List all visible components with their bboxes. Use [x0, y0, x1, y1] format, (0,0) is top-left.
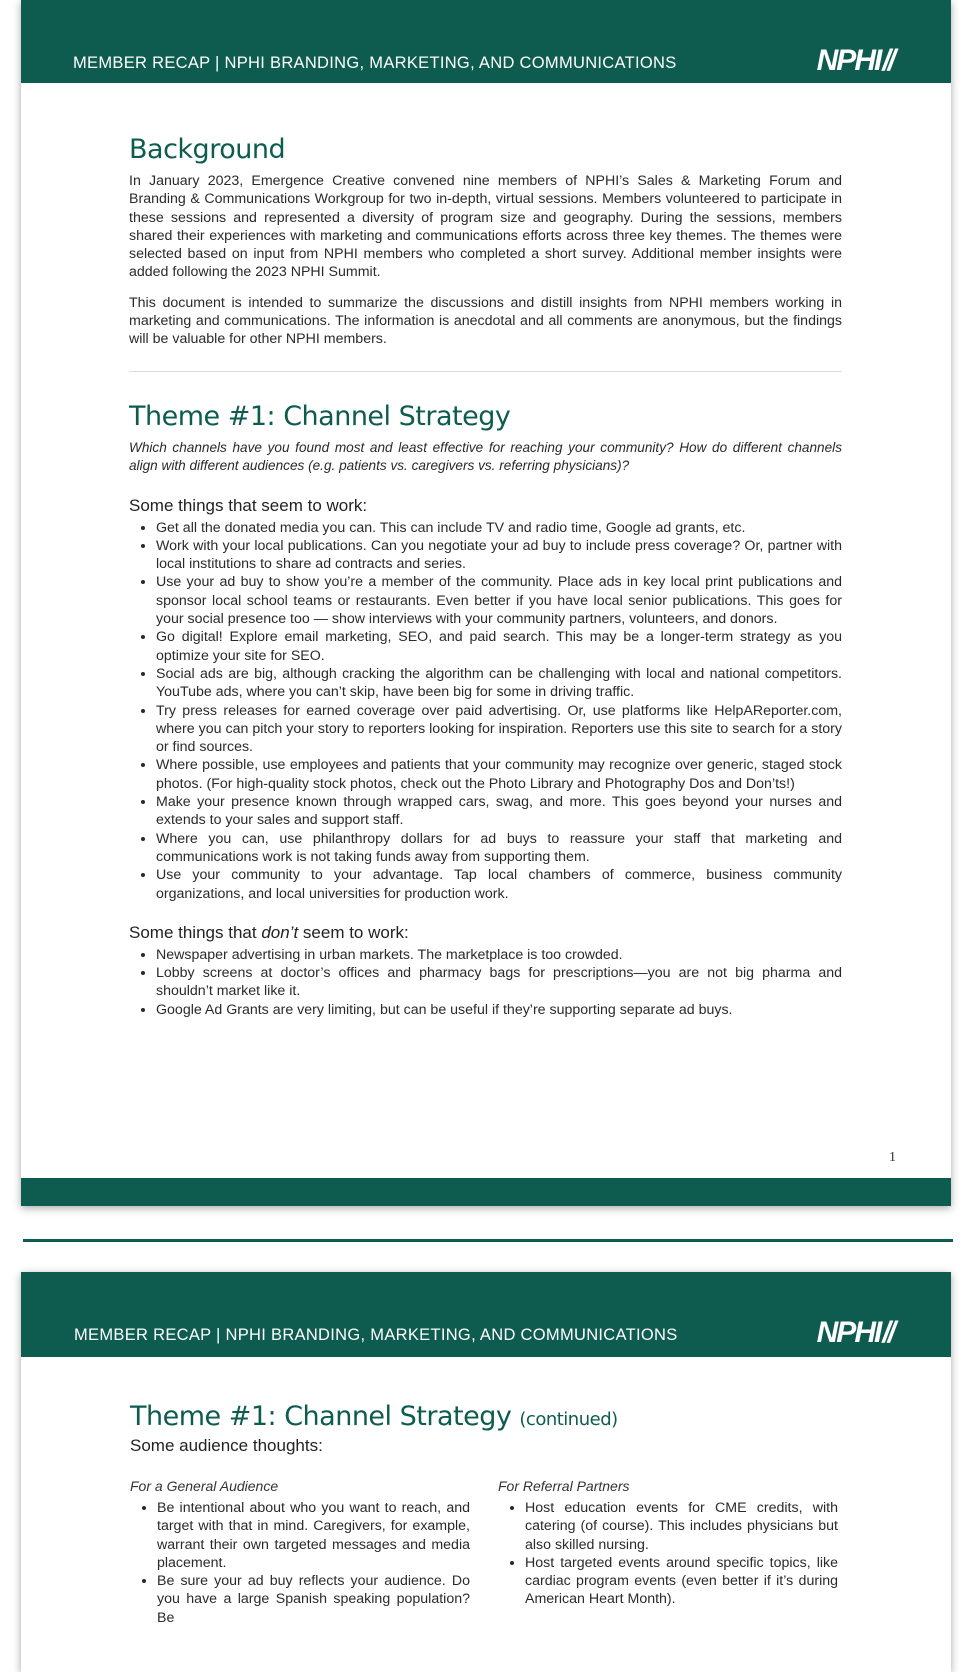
page-header — [21, 0, 951, 83]
logo-text: NPHI — [816, 1316, 881, 1349]
background-paragraph-2: This document is intended to summarize the discussions and distill insights from NPHI members working in marketing and communications. The information is anecdotal and all comments are anonymous, but the findings will be valuable for other NPHI members. — [129, 294, 842, 348]
dont-heading-post: seem to work: — [298, 922, 409, 942]
document-page-2 — [21, 1272, 951, 1672]
list-item: • Try press releases for earned coverage over paid advertising. Or, use platforms like HelpAReporter.com, where you can pitch your story to reporters looking for inspiration. Reporters use this site to search for a story or find sources. — [156, 702, 842, 757]
list-item: • Where possible, use employees and patients that your community may recognize over generic, staged stock photos. (For high-quality stock photos, check out the Photo Library and Photography Dos and Don’ts!) — [156, 756, 842, 793]
general-audience-list — [130, 1499, 470, 1627]
general-audience-column — [130, 1478, 470, 1627]
theme1-continued-title: Theme #1: Channel Strategy — [130, 1401, 512, 1432]
nphi-logo: NPHI// — [816, 44, 893, 77]
list-item: • Make your presence known through wrapped cars, swag, and more. This goes beyond your nurses and extends to your sales and support staff. — [156, 793, 842, 830]
section-divider — [129, 371, 842, 372]
list-item: • Social ads are big, although cracking the algorithm can be challenging with local and national competitors. YouTube ads, where you can’t skip, have been big for some in driving traffic. — [156, 665, 842, 702]
list-item: • Newspaper advertising in urban markets. The marketplace is too crowded. — [156, 946, 842, 964]
referral-partners-list — [498, 1499, 838, 1609]
header-title: MEMBER RECAP | NPHI BRANDING, MARKETING, AND COMMUNICATIONS — [74, 1326, 678, 1344]
theme1-section — [129, 401, 842, 1019]
nphi-logo: NPHI// — [816, 1316, 893, 1349]
page-separator — [23, 1239, 953, 1242]
list-item: • Use your ad buy to show you’re a member of the community. Place ads in key local print publications and sponsor local school teams or restaurants. Even better if you have local senior publications. This goes for your social presence too — show interviews with your community partners, volunteers, and donors. — [156, 573, 842, 628]
list-item: • Be intentional about who you want to reach, and target with that in mind. Caregivers, for example, warrant their own targeted messages and media placement. — [157, 1499, 470, 1572]
referral-partners-column — [498, 1478, 838, 1609]
theme1-continued-heading — [130, 1401, 843, 1432]
list-item: • Where you can, use philanthropy dollars for ad buys to reassure your staff that marketing and communications work is not taking funds away from supporting them. — [156, 830, 842, 867]
dont-heading — [129, 923, 842, 943]
dont-list — [129, 946, 842, 1019]
document-page-1 — [21, 0, 951, 1206]
list-item: • Lobby screens at doctor’s offices and pharmacy bags for prescriptions—you are not big pharma and shouldn’t market like it. — [156, 964, 842, 1001]
list-item: • Host education events for CME credits, with catering (of course). This includes physicians but also skilled nursing. — [525, 1499, 838, 1554]
general-audience-heading: For a General Audience — [130, 1478, 279, 1494]
header-title: MEMBER RECAP | NPHI BRANDING, MARKETING, AND COMMUNICATIONS — [73, 54, 677, 72]
background-heading: Background — [129, 134, 286, 165]
works-heading: Some things that seem to work: — [129, 495, 368, 515]
list-item: • Google Ad Grants are very limiting, but can be useful if they’re supporting separate ad buys. — [156, 1001, 842, 1019]
list-item: • Be sure your ad buy reflects your audience. Do you have a large Spanish speaking population? Be — [157, 1572, 470, 1627]
page-header — [21, 1272, 951, 1357]
list-item: • Use your community to your advantage. Tap local chambers of commerce, business community organizations, and local universities for production work. — [156, 866, 842, 903]
list-item: • Work with your local publications. Can you negotiate your ad buy to include press coverage? Or, partner with local institutions to share ad contracts and series. — [156, 537, 842, 574]
theme1-question: Which channels have you found most and least effective for reaching your community? How do different channels align with different audiences (e.g. patients vs. caregivers vs. referring physicians)? — [129, 440, 842, 474]
page-footer-bar — [21, 1178, 951, 1206]
theme1-heading: Theme #1: Channel Strategy — [129, 401, 511, 432]
theme1-continued-section — [130, 1401, 843, 1456]
audience-heading: Some audience thoughts: — [130, 1436, 323, 1455]
logo-text: NPHI — [816, 44, 881, 77]
continued-label: (continued) — [519, 1409, 618, 1430]
background-paragraph-1: In January 2023, Emergence Creative convened nine members of NPHI’s Sales & Marketing Forum and Branding & Communications Workgroup for two in-depth, virtual sessions. Members volunteered to participate in these sessions and represented a diversity of program size and geography. During the sessions, members shared their experiences with marketing and communications efforts across three key themes. The themes were selected based on input from NPHI members who completed a short survey. Additional member insights were added following the 2023 NPHI Summit. — [129, 173, 842, 281]
list-item: • Go digital! Explore email marketing, SEO, and paid search. This may be a longer-term strategy as you optimize your site for SEO. — [156, 628, 842, 665]
dont-heading-emphasis: don’t — [261, 922, 299, 942]
background-section — [129, 134, 842, 372]
list-item: • Host targeted events around specific topics, like cardiac program events (even better if it’s during American Heart Month). — [525, 1554, 838, 1609]
referral-partners-heading: For Referral Partners — [498, 1478, 630, 1494]
page-number: 1 — [889, 1150, 896, 1165]
list-item: • Get all the donated media you can. This can include TV and radio time, Google ad grants, etc. — [156, 519, 842, 537]
dont-heading-pre: Some things that — [129, 922, 262, 942]
works-list — [129, 519, 842, 903]
